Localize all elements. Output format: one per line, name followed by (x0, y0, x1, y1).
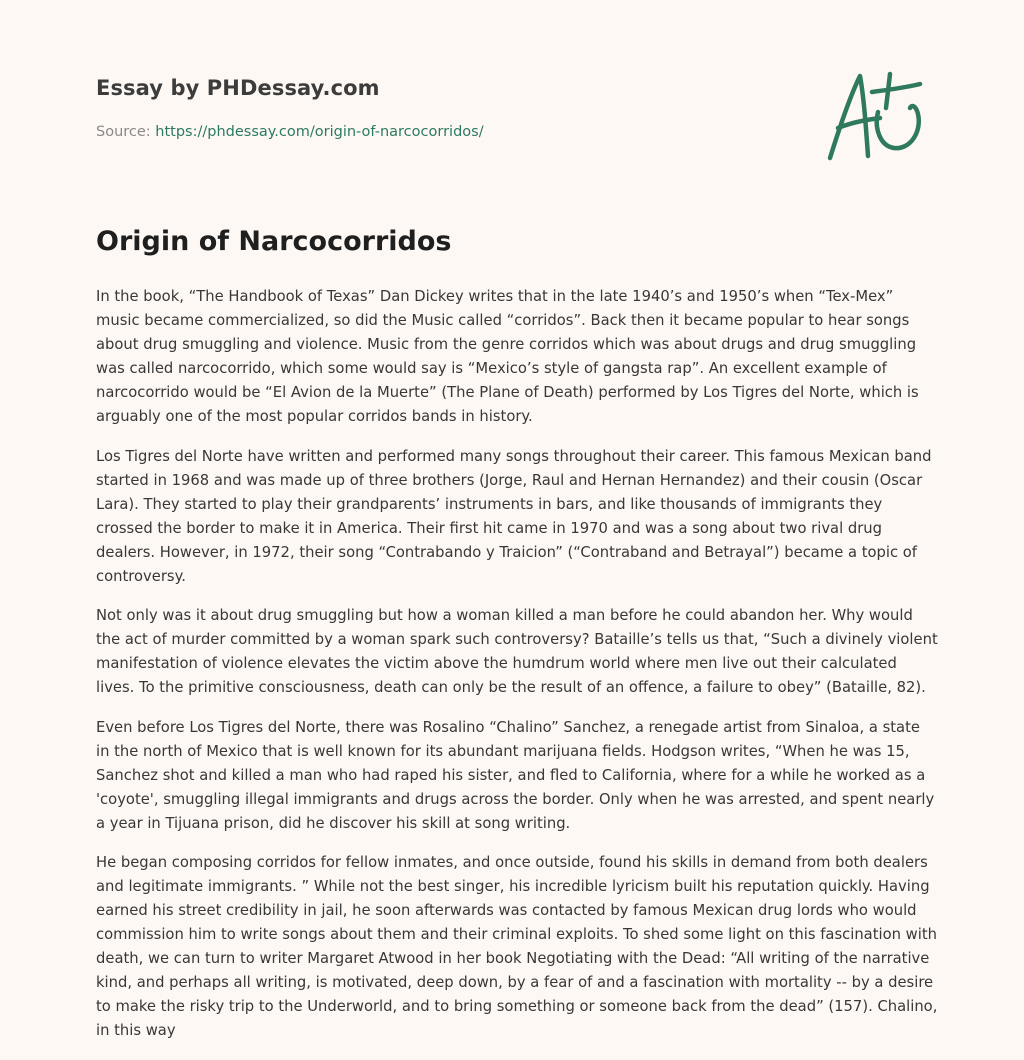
source-link[interactable]: https://phdessay.com/origin-of-narcocorridos/ (155, 124, 484, 140)
site-brand: Essay by PHDessay.com (96, 76, 380, 100)
essay-paragraph: Los Tigres del Norte have written and performed many songs throughout their career. This famous Mexican band started in 1968 and was made up of three brothers (Jorge, Raul and Hernan Hernandez) and their cousin (Oscar Lara). They started to play their grandparents’ instruments in bars, and like thousands of immigrants they crossed the border to make it in America. Their first hit came in 1970 and was a song about two rival drug dealers. However, in 1972, their song “Contrabando y Traicion” (“Contraband and Betrayal”) became a topic of controversy. (96, 447, 932, 585)
essay-body (96, 285, 938, 1059)
essay-paragraph: In the book, “The Handbook of Texas” Dan Dickey writes that in the late 1940’s and 1950’s when “Tex-Mex” music became commercialized, so did the Music called “corridos”. Back then it became popular to hear songs about drug smuggling and violence. Music from the genre corridos which was about drugs and drug smuggling was called narcocorrido, which some would say is “Mexico’s style of gangsta rap”. An excellent example of narcocorrido would be “El Avion de la Muerte” (The Plane of Death) performed by Los Tigres del Norte, which is arguably one of the most popular corridos bands in history. (96, 288, 919, 425)
source-label: Source: (96, 124, 156, 140)
essay-title: Origin of Narcocorridos (96, 226, 452, 257)
a-plus-grade-icon (824, 68, 928, 164)
essay-paragraph: Not only was it about drug smuggling but how a woman killed a man before he could abandon her. Why would the act of murder committed by a woman spark such controversy? Bataille’s tells us that, “Such a divinely violent manifestation of violence elevates the victim above the humdrum world where men live out their calculated lives. To the primitive consciousness, death can only be the result of an offence, a failure to obey” (Bataille, 82). (96, 607, 938, 696)
essay-paragraph: Even before Los Tigres del Norte, there was Rosalino “Chalino” Sanchez, a renegade artist from Sinaloa, a state in the north of Mexico that is well known for its abundant marijuana fields. Hodgson writes, “When he was 15, Sanchez shot and killed a man who had raped his sister, and fled to California, where for a while he worked as a 'coyote', smuggling illegal immigrants and drugs across the border. Only when he was arrested, and spent nearly a year in Tijuana prison, did he discover his skill at song writing. (96, 718, 935, 832)
source-line (96, 124, 484, 140)
essay-paragraph: He began composing corridos for fellow inmates, and once outside, found his skills in demand from both dealers and legitimate immigrants. ” While not the best singer, his incredible lyricism built his reputation quickly. Having earned his street credibility in jail, he soon afterwards was contacted by famous Mexican drug lords who would commission him to write songs about them and their criminal exploits. To shed some light on this fascination with death, we can turn to writer Margaret Atwood in her book Negotiating with the Dead: “All writing of the narrative kind, and perhaps all writing, is motivated, deep down, by a fear of and a fascination with mortality -- by a desire to make the risky trip to the Underworld, and to bring something or someone back from the dead” (157). Chalino, in this way (96, 854, 938, 1039)
